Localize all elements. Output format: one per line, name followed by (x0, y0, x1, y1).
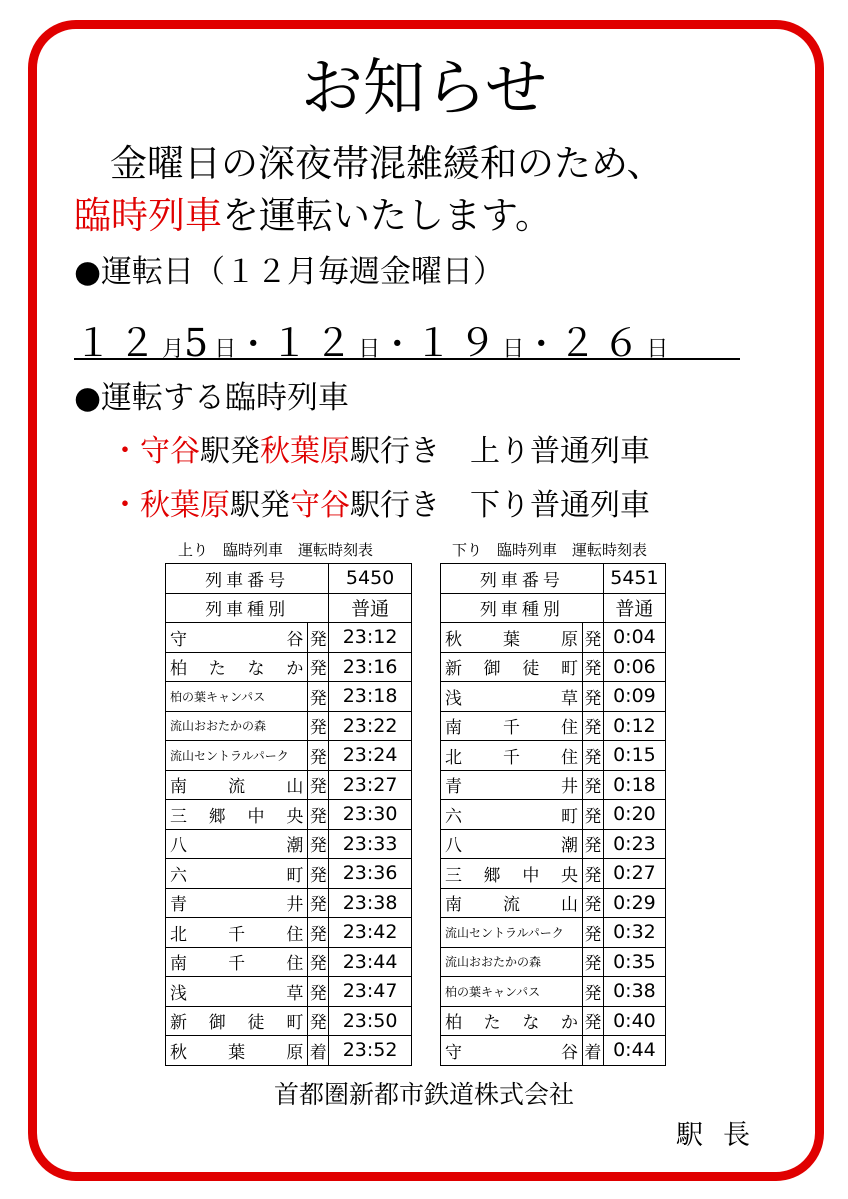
arrival-departure-mark: 発 (308, 800, 329, 830)
station-master: 駅長 (676, 1120, 770, 1151)
time-cell: 0:38 (603, 977, 665, 1007)
route-origin: 守谷 (140, 434, 200, 469)
table-row (166, 564, 412, 594)
table-row (441, 800, 666, 830)
arrival-departure-mark: 発 (583, 947, 604, 977)
table-row (166, 770, 412, 800)
station-name: 浅草 (441, 682, 583, 712)
route-mid: 駅発 (230, 488, 290, 523)
table-row (441, 564, 666, 594)
time-cell: 23:50 (329, 1006, 412, 1036)
table-row (166, 800, 412, 830)
time-cell: 0:44 (603, 1036, 665, 1066)
arrival-departure-mark: 発 (583, 859, 604, 889)
arrival-departure-mark: 発 (583, 652, 604, 682)
train-number: 5450 (329, 564, 412, 594)
table-row (441, 947, 666, 977)
lead-rest: を運転いたします。 (222, 194, 553, 237)
station-name: 柏の葉キャンパス (166, 682, 308, 712)
table-row (441, 770, 666, 800)
station-name: 三郷中央 (166, 800, 308, 830)
route-destination: 守谷 (290, 488, 350, 523)
time-cell: 0:20 (603, 800, 665, 830)
arrival-departure-mark: 発 (308, 741, 329, 771)
station-name: 南流山 (441, 888, 583, 918)
timetable-caption-down: 下り 臨時列車 運転時刻表 (452, 541, 648, 559)
train-number-label: 列車番号 (441, 564, 604, 594)
lead-line-1: 金曜日の深夜帯混雑緩和のため、 (110, 142, 664, 185)
station-name: 青井 (166, 888, 308, 918)
station-name: 流山セントラルパーク (166, 741, 308, 771)
station-name: 六町 (441, 800, 583, 830)
station-name: 南千住 (166, 947, 308, 977)
special-trains-heading: ●運転する臨時列車 (74, 380, 350, 416)
station-name: 八潮 (166, 829, 308, 859)
date-month-unit: 月 (162, 337, 185, 362)
train-type-label: 列車種別 (166, 593, 329, 623)
station-name: 八潮 (441, 829, 583, 859)
timetable-caption-up: 上り 臨時列車 運転時刻表 (178, 541, 374, 559)
arrival-departure-mark: 発 (308, 682, 329, 712)
station-name: 南千住 (441, 711, 583, 741)
station-name: 北千住 (441, 741, 583, 771)
station-name: 六町 (166, 859, 308, 889)
arrival-departure-mark: 着 (583, 1036, 604, 1066)
route-origin: 秋葉原 (140, 488, 230, 523)
route-destination: 秋葉原 (260, 434, 350, 469)
table-row (166, 1006, 412, 1036)
table-row (441, 859, 666, 889)
timetable-up (165, 563, 412, 1066)
company-name: 首都圏新都市鉄道株式会社 (273, 1080, 574, 1109)
arrival-departure-mark: 発 (308, 829, 329, 859)
arrival-departure-mark: 発 (583, 800, 604, 830)
time-cell: 23:52 (329, 1036, 412, 1066)
arrival-departure-mark: 発 (583, 711, 604, 741)
train-number: 5451 (603, 564, 665, 594)
route-rest: 駅行き 上り普通列車 (350, 434, 650, 469)
table-row (441, 623, 666, 653)
table-row (441, 829, 666, 859)
station-name: 流山おおたかの森 (166, 711, 308, 741)
station-name: 新御徒町 (441, 652, 583, 682)
station-name: 北千住 (166, 918, 308, 948)
table-row (441, 918, 666, 948)
arrival-departure-mark: 発 (308, 977, 329, 1007)
route-bullet: ・ (110, 434, 140, 469)
time-cell: 0:32 (603, 918, 665, 948)
station-name: 柏の葉キャンパス (441, 977, 583, 1007)
route-bullet: ・ (110, 488, 140, 523)
train-type: 普通 (603, 593, 665, 623)
table-row (441, 977, 666, 1007)
table-row (441, 1006, 666, 1036)
table-row (166, 711, 412, 741)
time-cell: 23:44 (329, 947, 412, 977)
arrival-departure-mark: 発 (308, 918, 329, 948)
arrival-departure-mark: 発 (308, 770, 329, 800)
route-down (110, 486, 650, 526)
station-name: 柏たなか (441, 1006, 583, 1036)
arrival-departure-mark: 発 (308, 652, 329, 682)
date-separator: ・ (380, 325, 415, 365)
arrival-departure-mark: 発 (308, 859, 329, 889)
date-4-suffix: 日 (646, 337, 669, 362)
arrival-departure-mark: 発 (308, 711, 329, 741)
arrival-departure-mark: 発 (308, 623, 329, 653)
date-3-suffix: 日 (502, 337, 525, 362)
date-2: １２ (270, 321, 359, 365)
table-row (166, 918, 412, 948)
train-type: 普通 (329, 593, 412, 623)
arrival-departure-mark: 発 (308, 1006, 329, 1036)
station-name: 秋葉原 (441, 623, 583, 653)
arrival-departure-mark: 発 (583, 741, 604, 771)
date-separator: ・ (524, 325, 559, 365)
time-cell: 0:23 (603, 829, 665, 859)
table-row (441, 741, 666, 771)
time-cell: 0:04 (603, 623, 665, 653)
table-row (441, 711, 666, 741)
operation-days-heading: ●運転日（１２月毎週金曜日） (74, 254, 505, 290)
lead-highlight: 臨時列車 (74, 194, 222, 237)
operation-dates (74, 312, 740, 365)
time-cell: 23:33 (329, 829, 412, 859)
station-name: 柏たなか (166, 652, 308, 682)
time-cell: 23:22 (329, 711, 412, 741)
arrival-departure-mark: 着 (308, 1036, 329, 1066)
arrival-departure-mark: 発 (583, 888, 604, 918)
date-4: ２６ (558, 321, 647, 365)
time-cell: 23:12 (329, 623, 412, 653)
station-name: 流山おおたかの森 (441, 947, 583, 977)
station-name: 守谷 (441, 1036, 583, 1066)
station-name: 秋葉原 (166, 1036, 308, 1066)
station-name: 青井 (441, 770, 583, 800)
time-cell: 23:36 (329, 859, 412, 889)
table-row (166, 623, 412, 653)
station-name: 新御徒町 (166, 1006, 308, 1036)
time-cell: 0:40 (603, 1006, 665, 1036)
time-cell: 23:38 (329, 888, 412, 918)
arrival-departure-mark: 発 (583, 623, 604, 653)
time-cell: 23:47 (329, 977, 412, 1007)
route-up (110, 432, 650, 472)
table-row (166, 741, 412, 771)
table-row (166, 593, 412, 623)
table-row (441, 593, 666, 623)
route-mid: 駅発 (200, 434, 260, 469)
station-name: 三郷中央 (441, 859, 583, 889)
time-cell: 23:30 (329, 800, 412, 830)
time-cell: 0:15 (603, 741, 665, 771)
table-row (441, 888, 666, 918)
time-cell: 23:16 (329, 652, 412, 682)
table-row (166, 829, 412, 859)
timetable-down (440, 563, 666, 1066)
time-cell: 23:42 (329, 918, 412, 948)
arrival-departure-mark: 発 (583, 977, 604, 1007)
date-1: 5 (184, 321, 215, 365)
table-row (166, 888, 412, 918)
lead-line-2 (74, 192, 552, 240)
time-cell: 23:27 (329, 770, 412, 800)
table-row (166, 859, 412, 889)
date-1-suffix: 日 (214, 337, 237, 362)
route-rest: 駅行き 下り普通列車 (350, 488, 650, 523)
table-row (166, 652, 412, 682)
arrival-departure-mark: 発 (308, 888, 329, 918)
table-row (166, 682, 412, 712)
station-name: 守谷 (166, 623, 308, 653)
time-cell: 23:18 (329, 682, 412, 712)
table-row (441, 682, 666, 712)
date-2-suffix: 日 (358, 337, 381, 362)
train-number-label: 列車番号 (166, 564, 329, 594)
time-cell: 0:27 (603, 859, 665, 889)
arrival-departure-mark: 発 (583, 682, 604, 712)
notice-title: お知らせ (300, 51, 548, 124)
station-name: 流山セントラルパーク (441, 918, 583, 948)
arrival-departure-mark: 発 (583, 918, 604, 948)
train-type-label: 列車種別 (441, 593, 604, 623)
table-row (166, 947, 412, 977)
time-cell: 23:24 (329, 741, 412, 771)
date-3: １９ (414, 321, 503, 365)
table-row (166, 977, 412, 1007)
arrival-departure-mark: 発 (583, 1006, 604, 1036)
arrival-departure-mark: 発 (308, 947, 329, 977)
time-cell: 0:12 (603, 711, 665, 741)
time-cell: 0:29 (603, 888, 665, 918)
arrival-departure-mark: 発 (583, 829, 604, 859)
station-name: 南流山 (166, 770, 308, 800)
date-separator: ・ (236, 325, 271, 365)
time-cell: 0:09 (603, 682, 665, 712)
time-cell: 0:18 (603, 770, 665, 800)
station-name: 浅草 (166, 977, 308, 1007)
arrival-departure-mark: 発 (583, 770, 604, 800)
time-cell: 0:06 (603, 652, 665, 682)
table-row (166, 1036, 412, 1066)
date-month-number: １２ (74, 321, 163, 365)
time-cell: 0:35 (603, 947, 665, 977)
table-row (441, 1036, 666, 1066)
table-row (441, 652, 666, 682)
